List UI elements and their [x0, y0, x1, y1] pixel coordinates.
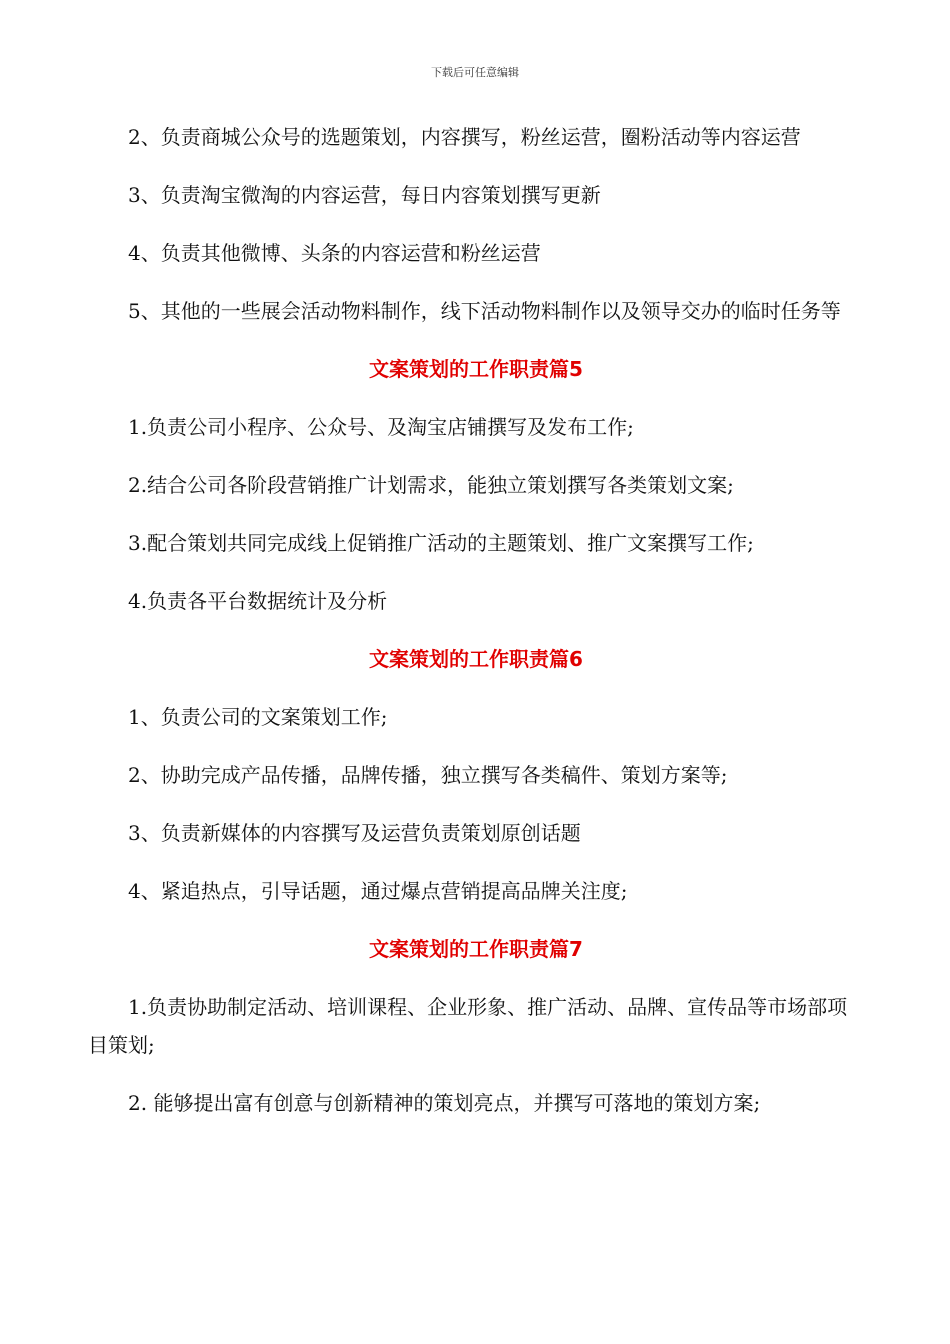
paragraph: 4.负责各平台数据统计及分析 [128, 589, 388, 613]
paragraph: 3.配合策划共同完成线上促销推广活动的主题策划、推广文案撰写工作; [128, 531, 754, 555]
paragraph: 1.负责公司小程序、公众号、及淘宝店铺撰写及发布工作; [128, 415, 634, 439]
paragraph: 1.负责协助制定活动、培训课程、企业形象、推广活动、品牌、宣传品等市场部项目策划; [88, 995, 848, 1057]
section-heading: 文案策划的工作职责篇6 [369, 647, 583, 671]
paragraph: 4、紧追热点，引导话题，通过爆点营销提高品牌关注度; [128, 879, 628, 903]
section-heading: 文案策划的工作职责篇7 [369, 937, 583, 961]
paragraph: 2. 能够提出富有创意与创新精神的策划亮点，并撰写可落地的策划方案; [128, 1091, 761, 1115]
page-header: 下载后可任意编辑 [431, 66, 519, 79]
paragraph: 1、负责公司的文案策划工作; [128, 705, 388, 729]
paragraph: 4、负责其他微博、头条的内容运营和粉丝运营 [128, 241, 541, 265]
paragraph: 3、负责新媒体的内容撰写及运营负责策划原创话题 [128, 821, 581, 845]
paragraph: 2、负责商城公众号的选题策划，内容撰写，粉丝运营，圈粉活动等内容运营 [128, 125, 801, 149]
document-body [88, 118, 864, 1142]
paragraph: 2.结合公司各阶段营销推广计划需求，能独立策划撰写各类策划文案; [128, 473, 734, 497]
paragraph: 3、负责淘宝微淘的内容运营，每日内容策划撰写更新 [128, 183, 601, 207]
paragraph: 2、协助完成产品传播，品牌传播，独立撰写各类稿件、策划方案等; [128, 763, 728, 787]
paragraph: 5、其他的一些展会活动物料制作，线下活动物料制作以及领导交办的临时任务等 [128, 299, 841, 323]
section-heading: 文案策划的工作职责篇5 [369, 357, 583, 381]
